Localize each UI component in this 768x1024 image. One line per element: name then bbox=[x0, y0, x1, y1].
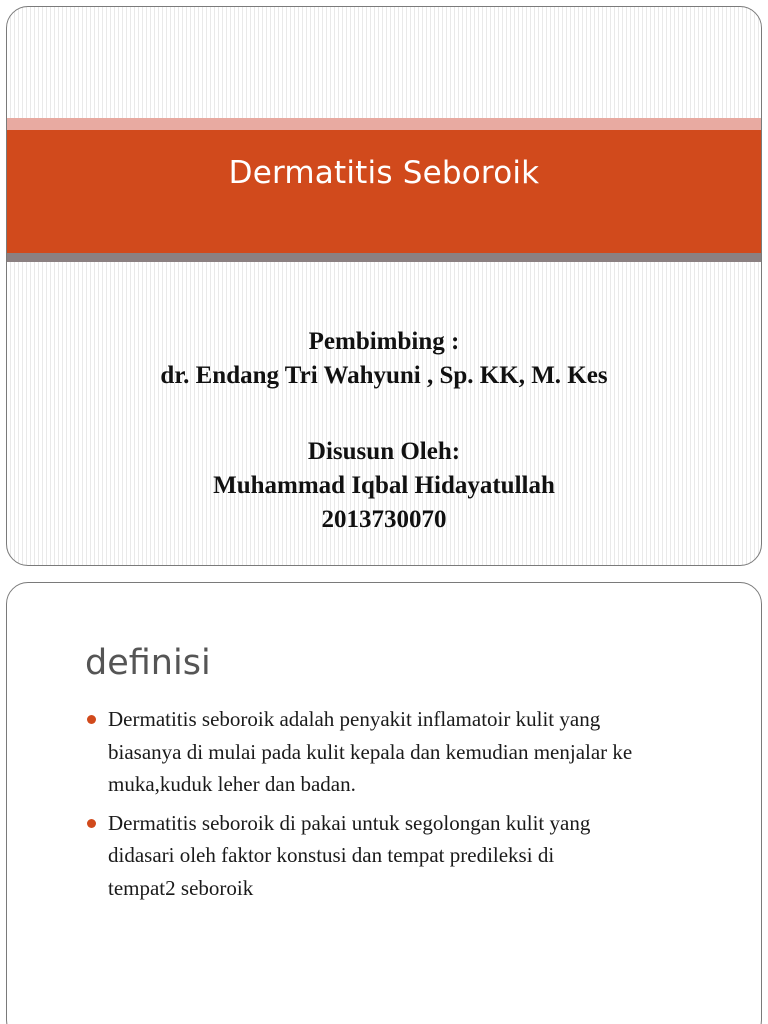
bullet-line: biasanya di mulai pada kulit kepala dan kemudian menjalar ke bbox=[108, 739, 633, 764]
bullet-line: Dermatitis seboroik di pakai untuk segolongan kulit yang bbox=[108, 810, 591, 835]
bullet-line: Dermatitis seboroik adalah penyakit inflamatoir kulit yang bbox=[108, 707, 601, 731]
author-id: 2013730070 bbox=[321, 506, 447, 533]
slide-title: Dermatitis Seboroik bbox=[228, 155, 540, 191]
author-name: Muhammad Iqbal Hidayatullah bbox=[213, 472, 555, 499]
bullet-item bbox=[87, 703, 727, 801]
bullet-list bbox=[87, 703, 727, 910]
bullet-line: tempat2 seboroik bbox=[108, 875, 254, 900]
section-heading: definisi bbox=[85, 643, 211, 683]
accent-stripe-bottom bbox=[7, 253, 761, 262]
definition-slide bbox=[6, 582, 762, 1024]
bullet-item bbox=[87, 807, 727, 905]
bullet-line: didasari oleh faktor konstusi dan tempat predileksi di bbox=[108, 843, 555, 867]
author-label: Disusun Oleh: bbox=[307, 438, 461, 465]
advisor-name: dr. Endang Tri Wahyuni , Sp. KK, M. Kes bbox=[160, 362, 608, 389]
title-slide bbox=[6, 6, 762, 566]
bullet-dot-icon bbox=[87, 819, 96, 828]
bullet-line: muka,kuduk leher dan badan. bbox=[108, 772, 356, 796]
advisor-label: Pembimbing : bbox=[308, 328, 460, 355]
bullet-dot-icon bbox=[87, 715, 96, 724]
advisor-block bbox=[7, 325, 761, 393]
title-band bbox=[7, 130, 761, 253]
accent-stripe-top bbox=[7, 118, 761, 130]
author-block bbox=[7, 435, 761, 537]
